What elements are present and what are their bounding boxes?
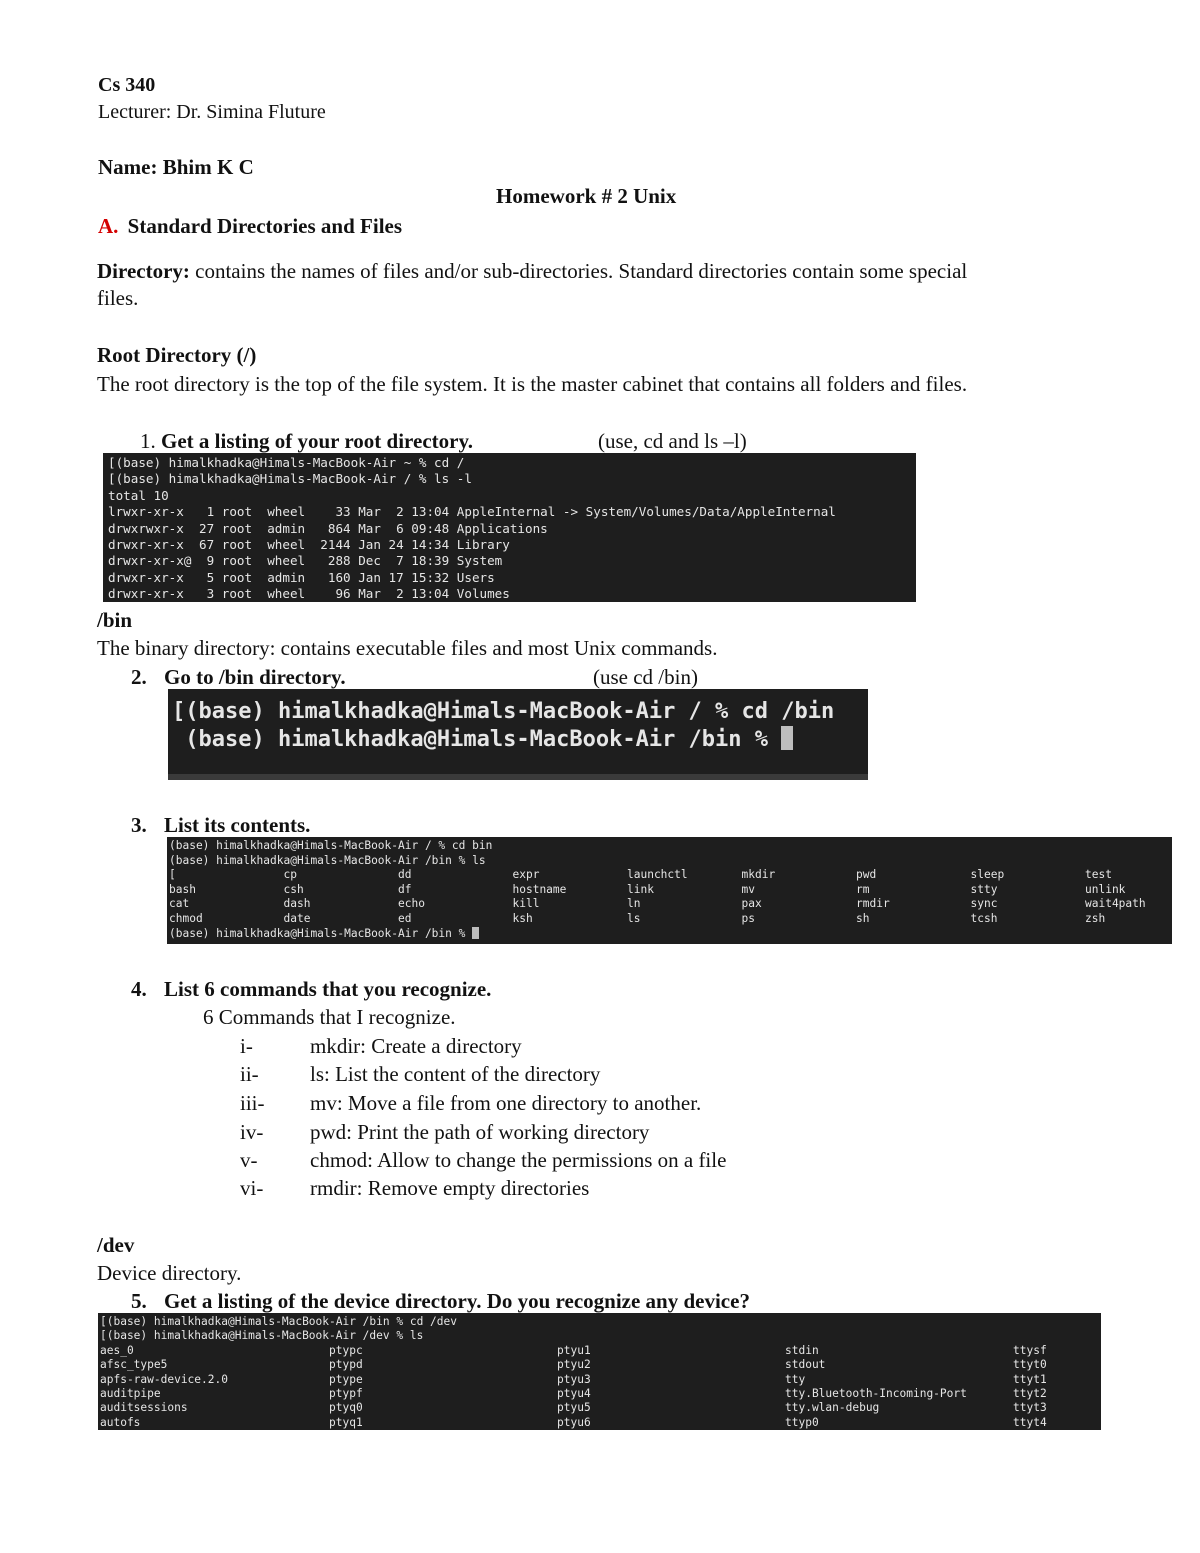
section-a-letter: A. <box>98 214 119 238</box>
q2-hint: (use cd /bin) <box>593 665 698 689</box>
terminal-prompt: (base) himalkhadka@Himals-MacBook-Air /bin % <box>169 926 473 940</box>
cmd-num: i- <box>240 1034 253 1058</box>
bin-listing-grid <box>169 868 1172 926</box>
directory-text: contains the names of files and/or sub-directories. Standard directories contain some special <box>189 259 968 283</box>
root-description: The root directory is the top of the file system. It is the master cabinet that contains all folders and files. <box>97 372 968 396</box>
listing-entry: ptypf <box>329 1387 363 1401</box>
root-heading: Root Directory (/) <box>97 343 257 367</box>
cmd-text: mkdir: Create a directory <box>310 1034 522 1058</box>
listing-entry: ptyu3 <box>557 1372 591 1386</box>
listing-entry: tcsh <box>970 911 998 925</box>
bin-heading: /bin <box>97 608 133 632</box>
question-4 <box>131 977 491 1002</box>
listing-entry: chmod <box>169 911 203 925</box>
terminal-line <box>169 927 1172 942</box>
listing-entry: df <box>398 882 412 896</box>
lecturer: Lecturer: Dr. Simina Fluture <box>98 101 326 123</box>
listing-entry: ptypd <box>329 1358 363 1372</box>
listing-entry: ttyt2 <box>1013 1387 1047 1401</box>
terminal-line: [(base) himalkhadka@Himals-MacBook-Air /bin % cd /dev <box>100 1315 457 1328</box>
terminal-prompt: (base) himalkhadka@Himals-MacBook-Air /bin % <box>172 727 782 752</box>
homework-title: Homework # 2 Unix <box>496 184 677 208</box>
terminal-line: [(base) himalkhadka@Himals-MacBook-Air / % cd /bin <box>172 699 835 724</box>
cmd-text: ls: List the content of the directory <box>310 1062 601 1086</box>
listing-entry: apfs-raw-device.2.0 <box>100 1372 228 1386</box>
listing-entry: cp <box>283 868 297 882</box>
listing-entry: dd <box>398 868 412 882</box>
terminal-line: lrwxr-xr-x 1 root wheel 33 Mar 2 13:04 AppleInternal -> System/Volumes/Data/AppleInternal <box>108 504 836 520</box>
listing-entry: afsc_type5 <box>100 1358 168 1372</box>
listing-entry: unlink <box>1085 882 1126 896</box>
listing-entry: ttyp0 <box>785 1415 819 1429</box>
q5-number: 5. <box>131 1289 147 1313</box>
cursor-block <box>781 726 793 750</box>
listing-entry: ttysf <box>1013 1343 1047 1357</box>
listing-entry: bash <box>169 882 196 896</box>
listing-entry: ttyt1 <box>1013 1372 1047 1386</box>
terminal-line: drwxr-xr-x 67 root wheel 2144 Jan 24 14:34 Library <box>108 537 510 553</box>
listing-entry: dash <box>283 897 311 911</box>
terminal-line: total 10 <box>108 487 169 503</box>
listing-entry: link <box>627 882 654 896</box>
directory-text-cont: files. <box>97 286 139 310</box>
section-a-heading <box>98 214 402 239</box>
listing-entry: launchctl <box>627 868 688 882</box>
cmd-text: chmod: Allow to change the permissions on a file <box>310 1148 727 1172</box>
question-5 <box>131 1289 750 1314</box>
student-name: Name: Bhim K C <box>98 155 254 179</box>
listing-entry: pax <box>741 897 762 911</box>
q1-hint: (use, cd and ls –l) <box>598 429 747 453</box>
listing-entry: auditsessions <box>100 1401 188 1415</box>
listing-entry: sh <box>856 911 870 925</box>
q4-number: 4. <box>131 977 147 1001</box>
q4-intro: 6 Commands that I recognize. <box>203 1005 456 1029</box>
cmd-text: pwd: Print the path of working directory <box>310 1120 650 1144</box>
terminal-line: drwxr-xr-x 3 root wheel 96 Mar 2 13:04 Volumes <box>108 586 510 602</box>
listing-entry: wait4path <box>1085 897 1146 911</box>
listing-entry: ls <box>627 911 641 925</box>
listing-entry: ptyu6 <box>557 1415 591 1429</box>
listing-entry: zsh <box>1085 911 1106 925</box>
q4-text: List 6 commands that you recognize. <box>164 977 492 1001</box>
listing-entry: sleep <box>970 868 1005 882</box>
cmd-num: iii- <box>240 1091 265 1115</box>
listing-entry: ptyq1 <box>329 1415 363 1429</box>
cmd-num: iv- <box>240 1120 264 1144</box>
listing-entry: test <box>1085 868 1112 882</box>
listing-entry: tty <box>785 1372 806 1386</box>
listing-entry: ttyt4 <box>1013 1415 1047 1429</box>
cmd-num: ii- <box>240 1062 259 1086</box>
listing-entry: expr <box>512 868 540 882</box>
bin-listing-terminal <box>167 837 1172 944</box>
dev-heading: /dev <box>97 1233 135 1257</box>
listing-entry: auditpipe <box>100 1387 161 1401</box>
dev-description: Device directory. <box>97 1261 242 1285</box>
q1-number: 1. <box>140 429 156 453</box>
dev-listing-grid <box>100 1344 1101 1430</box>
listing-entry: ptype <box>329 1372 363 1386</box>
listing-entry: stdout <box>785 1358 826 1372</box>
cmd-text: mv: Move a file from one directory to another. <box>310 1091 702 1115</box>
listing-entry: ptyq0 <box>329 1401 363 1415</box>
listing-entry: echo <box>398 897 425 911</box>
listing-entry: ttyt3 <box>1013 1401 1047 1415</box>
listing-entry: tty.wlan-debug <box>785 1401 880 1415</box>
listing-entry: aes_0 <box>100 1343 134 1357</box>
listing-entry: ln <box>627 897 641 911</box>
listing-entry: ptyu2 <box>557 1358 591 1372</box>
terminal-line: [(base) himalkhadka@Himals-MacBook-Air ~ % cd / <box>108 455 465 470</box>
listing-entry: autofs <box>100 1415 141 1429</box>
listing-entry: hostname <box>512 882 567 896</box>
question-1 <box>140 429 473 454</box>
cmd-text: rmdir: Remove empty directories <box>310 1176 590 1200</box>
q2-text: Go to /bin directory. <box>164 665 346 689</box>
question-3 <box>131 813 310 838</box>
terminal-line: drwxr-xr-x 5 root admin 160 Jan 17 15:32 Users <box>108 569 495 585</box>
listing-entry: ksh <box>512 911 533 925</box>
terminal-line: drwxrwxr-x 27 root admin 864 Mar 6 09:48 Applications <box>108 520 548 536</box>
listing-entry: ptyu5 <box>557 1401 591 1415</box>
directory-label: Directory: <box>97 259 190 283</box>
section-a-title: Standard Directories and Files <box>127 214 403 238</box>
terminal-line: [(base) himalkhadka@Himals-MacBook-Air /dev % ls <box>100 1329 424 1343</box>
q3-text: List its contents. <box>164 813 311 837</box>
listing-entry: rm <box>856 882 870 896</box>
listing-entry: stty <box>970 882 998 896</box>
listing-entry: ptyu1 <box>557 1343 591 1357</box>
cmd-num: vi- <box>240 1176 264 1200</box>
cursor-block <box>472 927 479 939</box>
course-code: Cs 340 <box>98 74 156 96</box>
listing-entry: pwd <box>856 868 877 882</box>
terminal-line <box>172 726 868 754</box>
bin-description: The binary directory: contains executable files and most Unix commands. <box>97 636 718 660</box>
listing-entry: ptyu4 <box>557 1387 591 1401</box>
q1-text: Get a listing of your root directory. <box>161 429 474 453</box>
q2-number: 2. <box>131 665 147 689</box>
listing-entry: csh <box>283 882 304 896</box>
terminal-line: (base) himalkhadka@Himals-MacBook-Air /bin % ls <box>169 853 486 867</box>
terminal-line: [(base) himalkhadka@Himals-MacBook-Air / % ls -l <box>108 471 472 487</box>
listing-entry: tty.Bluetooth-Incoming-Port <box>785 1387 967 1401</box>
listing-entry: ttyt0 <box>1013 1358 1047 1372</box>
q3-number: 3. <box>131 813 147 837</box>
listing-entry: rmdir <box>856 897 890 911</box>
listing-entry: [ <box>169 868 176 882</box>
listing-entry: date <box>283 911 311 925</box>
listing-entry: sync <box>970 897 998 911</box>
listing-entry: kill <box>512 897 540 911</box>
listing-entry: mv <box>741 882 755 896</box>
cmd-num: v- <box>240 1148 258 1172</box>
listing-entry: cat <box>169 897 190 911</box>
dev-listing-terminal <box>98 1313 1101 1430</box>
listing-entry: mkdir <box>741 868 776 882</box>
q5-text: Get a listing of the device directory. Do you recognize any device? <box>164 1289 750 1313</box>
listing-entry: ed <box>398 911 412 925</box>
listing-entry: stdin <box>785 1343 819 1357</box>
directory-definition <box>97 259 967 284</box>
listing-entry: ps <box>741 911 755 925</box>
question-2 <box>131 665 346 690</box>
terminal-line: drwxr-xr-x@ 9 root wheel 288 Dec 7 18:39 System <box>108 553 503 569</box>
terminal-line: (base) himalkhadka@Himals-MacBook-Air / % cd bin <box>169 839 493 852</box>
root-listing-terminal <box>103 453 916 602</box>
cd-bin-terminal <box>168 689 868 780</box>
listing-entry: ptypc <box>329 1343 363 1357</box>
